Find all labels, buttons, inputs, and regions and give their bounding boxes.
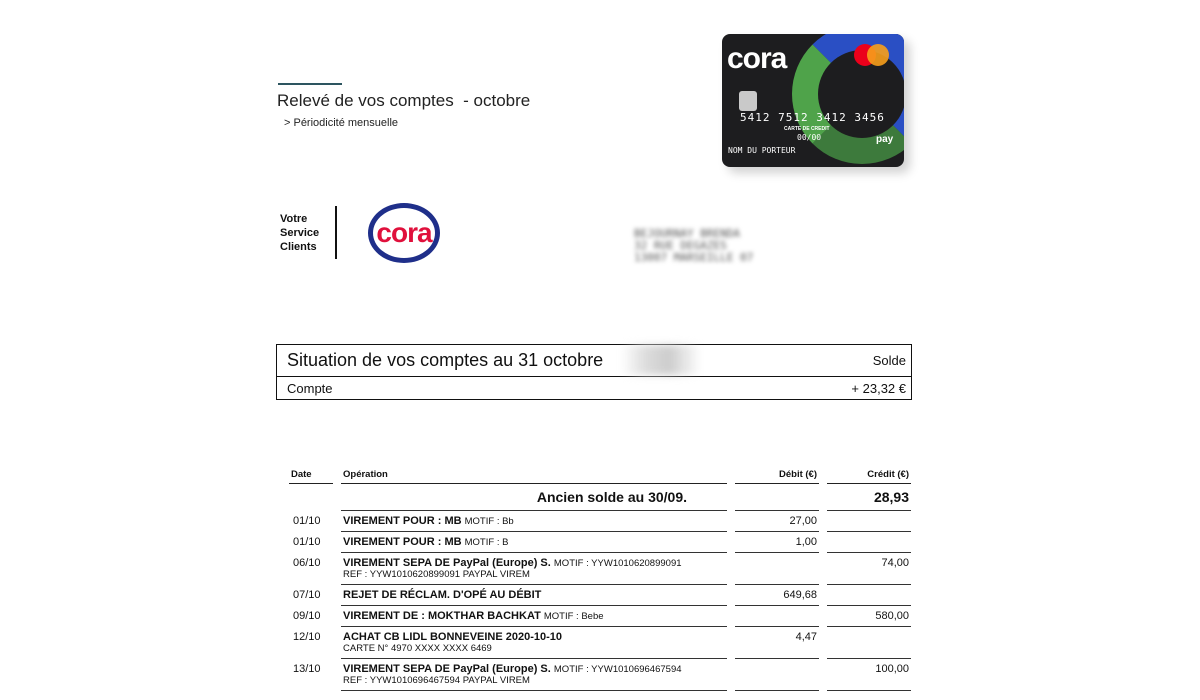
solde-header: Solde [872, 353, 906, 368]
service-line: Votre [280, 213, 308, 225]
table-row [289, 532, 911, 553]
card-type: CARTE DE CREDIT [784, 126, 830, 132]
operation-title: ACHAT CB LIDL BONNEVEINE 2020-10-10 [343, 631, 563, 643]
operation-motif: MOTIF : YYW1010620899091 [553, 558, 682, 569]
row-debit [735, 553, 819, 585]
row-date: 07/10 [293, 589, 321, 601]
operation-title: VIREMENT POUR : MB [343, 515, 462, 527]
row-operation [341, 659, 727, 691]
row-operation [341, 511, 727, 532]
table-row [289, 659, 911, 691]
col-date: Date [289, 466, 333, 484]
opening-credit: 28,93 [827, 484, 911, 511]
account-label: Compte [287, 380, 333, 396]
row-date: 09/10 [293, 610, 321, 622]
chip-icon [739, 91, 757, 111]
row-debit: 1,00 [735, 532, 819, 553]
transactions-table [281, 466, 919, 691]
operation-title: VIREMENT SEPA DE PayPal (Europe) S. [343, 557, 551, 569]
operation-motif: MOTIF : YYW1010696467594 [553, 664, 682, 675]
account-situation-box [276, 344, 912, 400]
operation-title: VIREMENT POUR : MB [343, 536, 462, 548]
table-row [289, 553, 911, 585]
address-line: 13007 MARSEILLE 07 [634, 251, 754, 264]
operation-ref: REF : YYW1010620899091 PAYPAL VIREM [343, 569, 530, 580]
col-operation: Opération [341, 466, 727, 484]
header-rule [278, 83, 342, 85]
table-row [289, 511, 911, 532]
table-row [289, 585, 911, 606]
operation-motif: MOTIF : Bebe [543, 611, 604, 622]
row-operation [341, 585, 727, 606]
table-row [289, 606, 911, 627]
opening-label: Ancien solde au 30/09. [341, 484, 727, 511]
operation-title: VIREMENT DE : MOKTHAR BACHKAT [343, 610, 541, 622]
row-date: 06/10 [293, 557, 321, 569]
operation-title: REJET DE RÉCLAM. D'OPÉ AU DÉBIT [343, 589, 542, 601]
card-pay: pay [876, 134, 894, 145]
row-credit: 580,00 [827, 606, 911, 627]
row-credit: 74,00 [827, 553, 911, 585]
row-operation [341, 532, 727, 553]
row-credit [827, 627, 911, 659]
row-credit [827, 532, 911, 553]
operation-ref: CARTE N° 4970 XXXX XXXX 6469 [343, 643, 492, 654]
col-credit: Crédit (€) [827, 466, 911, 484]
card-expiry: 00/00 [797, 133, 822, 142]
operation-title: VIREMENT SEPA DE PayPal (Europe) S. [343, 663, 551, 675]
row-date: 01/10 [293, 515, 321, 527]
recipient-address [634, 228, 753, 264]
row-debit: 4,47 [735, 627, 819, 659]
row-credit: 100,00 [827, 659, 911, 691]
operation-motif: MOTIF : Bb [464, 516, 514, 527]
row-debit [735, 606, 819, 627]
credit-card-image [722, 34, 904, 167]
periodicity: > Périodicité mensuelle [284, 117, 399, 129]
cora-logo: cora [368, 203, 440, 263]
row-operation [341, 627, 727, 659]
card-brand: cora [727, 42, 787, 75]
operation-motif: MOTIF : B [464, 537, 509, 548]
table-row [289, 627, 911, 659]
address-line: 32 RUE DEGAZES [634, 239, 727, 252]
mastercard-icon-2 [867, 44, 889, 66]
row-debit [735, 659, 819, 691]
redaction [621, 345, 701, 375]
operation-ref: REF : YYW1010696467594 PAYPAL VIREM [343, 675, 530, 686]
account-balance: + 23,32 € [851, 380, 906, 396]
row-date: 12/10 [293, 631, 321, 643]
address-line: BEJOURNAY BRENDA [634, 227, 740, 240]
row-debit: 649,68 [735, 585, 819, 606]
row-date: 01/10 [293, 536, 321, 548]
row-operation [341, 606, 727, 627]
col-debit: Débit (€) [735, 466, 819, 484]
service-line: Service [280, 227, 320, 239]
row-debit: 27,00 [735, 511, 819, 532]
row-credit [827, 585, 911, 606]
row-date: 13/10 [293, 663, 321, 675]
opening-balance-row [289, 484, 911, 511]
service-line: Clients [280, 241, 317, 253]
row-credit [827, 511, 911, 532]
row-operation [341, 553, 727, 585]
card-holder: NOM DU PORTEUR [728, 146, 796, 155]
card-number: 5412 7512 3412 3456 [740, 111, 885, 124]
customer-service-label [280, 212, 319, 254]
situation-title: Situation de vos comptes au 31 octobre [287, 350, 604, 370]
divider [335, 206, 337, 259]
page-title: Relevé de vos comptes - octobre [277, 91, 531, 110]
